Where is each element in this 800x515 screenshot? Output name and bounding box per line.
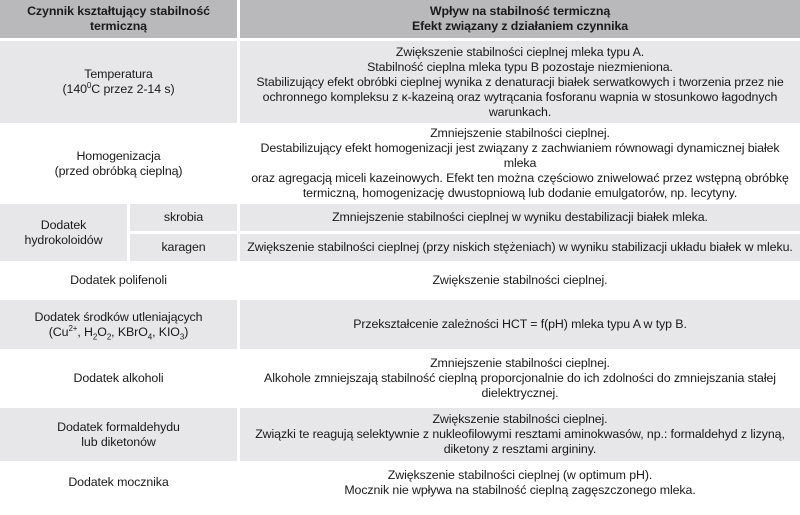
- table-row: [0, 408, 800, 464]
- factor-cell: Homogenizacja (przed obróbką cieplną): [0, 126, 240, 204]
- factor-cell: Dodatek polifenoli: [0, 264, 240, 300]
- table-row: [0, 464, 800, 504]
- factor-cell: Dodatek hydrokoloidów: [0, 204, 130, 264]
- table-row: [0, 300, 800, 352]
- table-row: [0, 352, 800, 408]
- effect-cell: Zmniejszenie stabilności cieplnej. Alkohole zmniejszają stabilność cieplną proporcjonalnie do ich zdolności do zmniejszania stałej dielektrycznej.: [240, 352, 800, 408]
- factor-cell: Dodatek mocznika: [0, 464, 240, 504]
- subfactor-cell: karagen: [130, 234, 240, 264]
- header-effect: Wpływ na stabilność termiczną Efekt związany z działaniem czynnika: [240, 0, 800, 41]
- factor-cell: Temperatura ($140^0C$ przez 2-14 s): [0, 41, 240, 126]
- header-factor: Czynnik kształtujący stabilność termiczną: [0, 0, 240, 41]
- effect-cell: Zwiększenie stabilności cieplnej (przy niskich stężeniach) w wyniku stabilizacji układu białek w mleku.: [240, 234, 800, 264]
- table-row: [0, 204, 800, 234]
- factor-cell: Dodatek środków utleniających ($Cu^{2+}$, $H_2O_2$, KBrO$_4$, $KIO_3$): [0, 300, 240, 352]
- effect-cell: Przekształcenie zależności HCT = f(pH) mleka typu A w typ B.: [240, 300, 800, 352]
- factor-cell: Dodatek alkoholi: [0, 352, 240, 408]
- thermal-stability-table: [0, 0, 800, 41]
- effect-cell: Zmniejszenie stabilności cieplnej. Destabilizujący efekt homogenizacji jest związany z zachwianiem równowagi dynamicznej białek mleka oraz agregacją miceli kazeinowych. Efekt ten można częściowo zniwelować przez wstępną obróbkę termiczną, homogenizację dwustopniową lub dodanie emulgatorów, np. lecytyny.: [240, 126, 800, 204]
- thermal-stability-body: [0, 41, 800, 504]
- factor-cell: Dodatek formaldehydu lub diketonów: [0, 408, 240, 464]
- effect-cell: Zwiększenie stabilności cieplnej. Związki te reagują selektywnie z nukleofilowymi resztami aminokwasów, np.: formaldehyd z lizyną, diketony z resztami argininy.: [240, 408, 800, 464]
- subfactor-cell: skrobia: [130, 204, 240, 234]
- effect-cell: Zwiększenie stabilności cieplnej mleka typu A. Stabilność cieplna mleka typu B pozostaje niezmieniona. Stabilizujący efekt obróbki cieplnej wynika z denaturacji białek serwatkowych i tworzenia przez nie ochronnego kompleksu z κ-kazeiną oraz wytrącania fosforanu wapnia w stosunkowo łagodnych warunkach.: [240, 41, 800, 126]
- table-row: [0, 126, 800, 204]
- table-row: [0, 264, 800, 300]
- effect-cell: Zwiększenie stabilności cieplnej (w optimum pH). Mocznik nie wpływa na stabilność cieplną zagęszczonego mleka.: [240, 464, 800, 504]
- table-header-row: [0, 0, 800, 41]
- effect-cell: Zmniejszenie stabilności cieplnej w wyniku destabilizacji białek mleka.: [240, 204, 800, 234]
- effect-cell: Zwiększenie stabilności cieplnej.: [240, 264, 800, 300]
- table-row: [0, 41, 800, 126]
